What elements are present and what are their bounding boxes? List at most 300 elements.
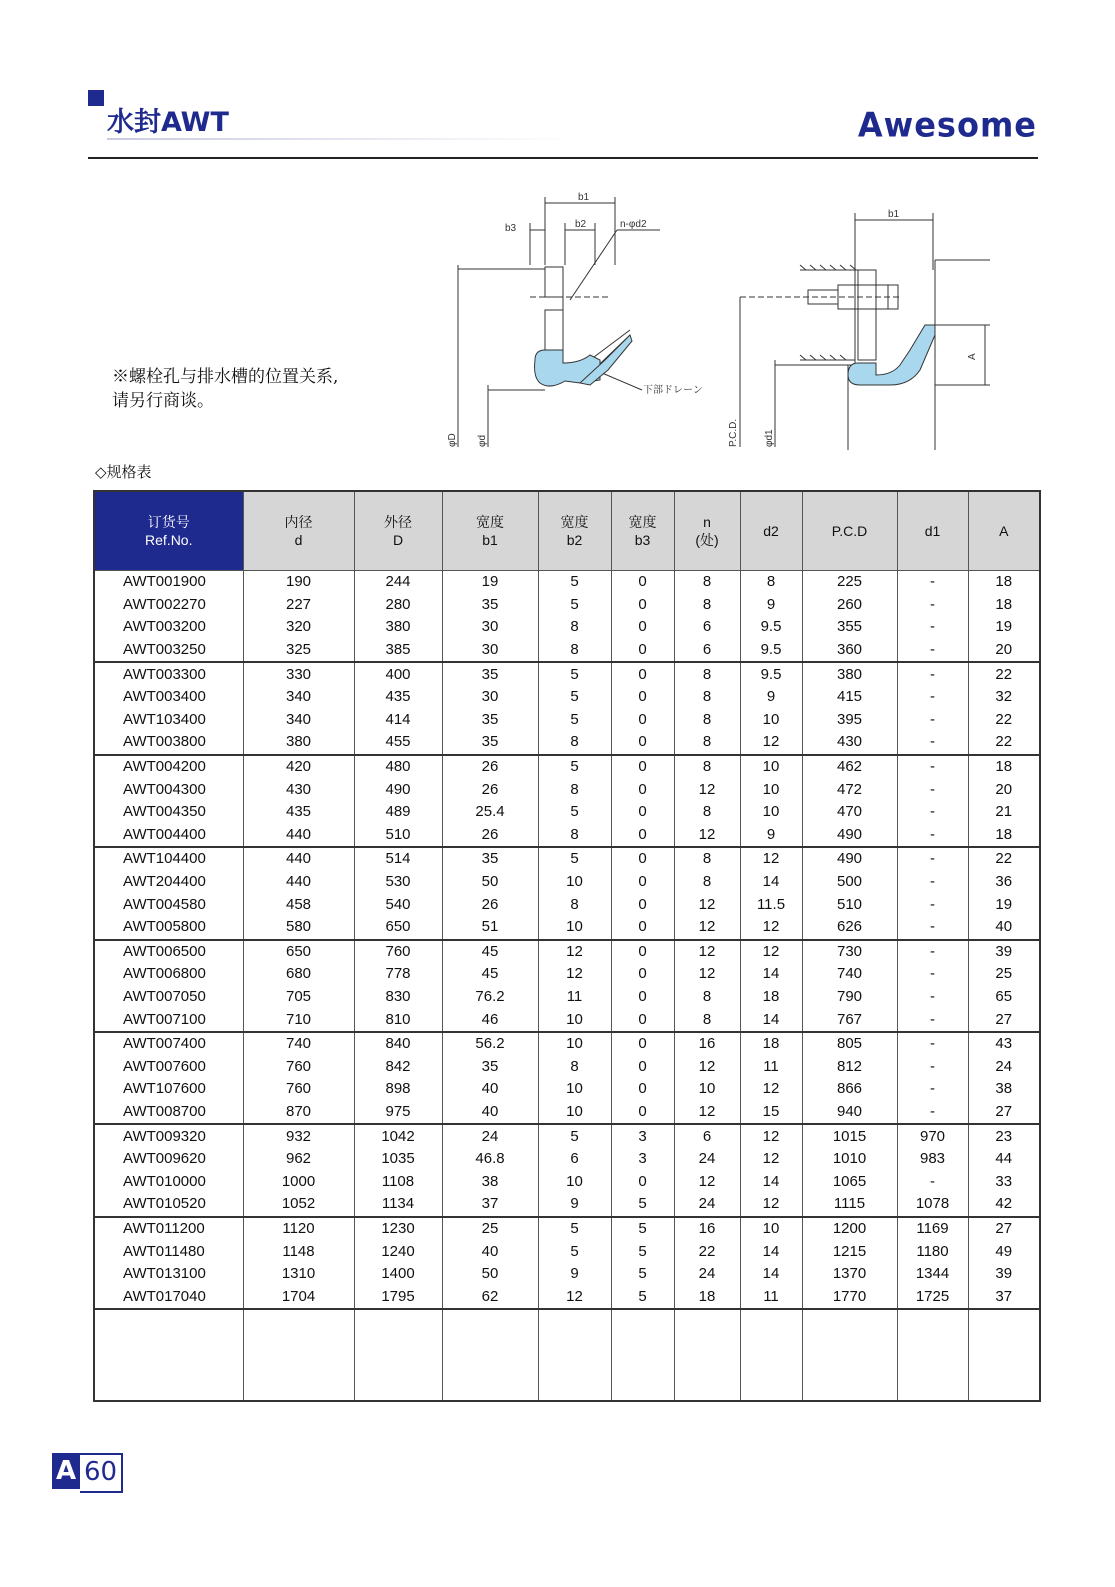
header-marker xyxy=(88,90,104,106)
cell-ref: AWT001900 xyxy=(94,571,243,594)
cell-n: 8 xyxy=(674,986,740,1009)
empty-cell xyxy=(611,1309,674,1401)
cell-b1: 25 xyxy=(442,1217,538,1241)
cell-d1: 1180 xyxy=(897,1240,968,1263)
cell-pcd: 940 xyxy=(802,1101,897,1125)
cell-pcd: 767 xyxy=(802,1008,897,1032)
cell-d2: 12 xyxy=(740,916,802,940)
cell-n: 12 xyxy=(674,824,740,848)
cell-b3: 0 xyxy=(611,662,674,686)
cell-ref: AWT003200 xyxy=(94,616,243,639)
cell-inner: 227 xyxy=(243,594,354,617)
cell-inner: 320 xyxy=(243,616,354,639)
cell-pcd: 1215 xyxy=(802,1240,897,1263)
cell-pcd: 225 xyxy=(802,571,897,594)
cell-b3: 5 xyxy=(611,1285,674,1309)
note-line-1: ※螺栓孔与排水槽的位置关系, xyxy=(112,367,339,387)
table-row xyxy=(94,1078,1040,1101)
cell-b3: 0 xyxy=(611,1055,674,1078)
label-pcd: P.C.D. xyxy=(728,418,739,447)
cell-inner: 1120 xyxy=(243,1217,354,1241)
cell-d2: 15 xyxy=(740,1101,802,1125)
cell-d2: 12 xyxy=(740,940,802,964)
cell-a: 27 xyxy=(968,1217,1040,1241)
cell-pcd: 1370 xyxy=(802,1263,897,1286)
cell-inner: 420 xyxy=(243,755,354,779)
cell-n: 12 xyxy=(674,1101,740,1125)
cell-b1: 26 xyxy=(442,824,538,848)
cell-pcd: 626 xyxy=(802,916,897,940)
cell-d2: 14 xyxy=(740,1263,802,1286)
cell-pcd: 355 xyxy=(802,616,897,639)
cell-inner: 440 xyxy=(243,824,354,848)
cell-n: 22 xyxy=(674,1240,740,1263)
cell-outer: 1134 xyxy=(354,1193,442,1217)
cell-b1: 24 xyxy=(442,1124,538,1148)
cell-a: 49 xyxy=(968,1240,1040,1263)
cell-outer: 1108 xyxy=(354,1170,442,1193)
cell-inner: 430 xyxy=(243,778,354,801)
cell-d1: - xyxy=(897,662,968,686)
cell-b1: 30 xyxy=(442,686,538,709)
cell-n: 8 xyxy=(674,662,740,686)
cell-inner: 932 xyxy=(243,1124,354,1148)
label-b3: b3 xyxy=(505,223,517,234)
cell-inner: 760 xyxy=(243,1055,354,1078)
cell-pcd: 866 xyxy=(802,1078,897,1101)
cell-b3: 5 xyxy=(611,1263,674,1286)
cell-b1: 40 xyxy=(442,1240,538,1263)
cell-a: 24 xyxy=(968,1055,1040,1078)
cell-d1: 1344 xyxy=(897,1263,968,1286)
cell-outer: 975 xyxy=(354,1101,442,1125)
cell-a: 25 xyxy=(968,963,1040,986)
table-row xyxy=(94,801,1040,824)
cell-b3: 0 xyxy=(611,986,674,1009)
cell-pcd: 380 xyxy=(802,662,897,686)
cell-d2: 14 xyxy=(740,1008,802,1032)
cell-outer: 650 xyxy=(354,916,442,940)
col-header-ref: 订货号 Ref.No. xyxy=(94,491,243,571)
cell-b3: 0 xyxy=(611,709,674,732)
spec-table xyxy=(93,490,1041,1402)
table-row xyxy=(94,963,1040,986)
cell-b3: 0 xyxy=(611,778,674,801)
cell-ref: AWT007600 xyxy=(94,1055,243,1078)
cell-a: 33 xyxy=(968,1170,1040,1193)
cell-outer: 1035 xyxy=(354,1148,442,1171)
table-row xyxy=(94,1285,1040,1309)
cell-d1: - xyxy=(897,1170,968,1193)
cell-d1: 1169 xyxy=(897,1217,968,1241)
cell-b1: 62 xyxy=(442,1285,538,1309)
cell-n: 8 xyxy=(674,847,740,871)
cell-b2: 10 xyxy=(538,916,611,940)
table-row xyxy=(94,1193,1040,1217)
label-nd2: n-φd2 xyxy=(620,219,647,230)
cell-inner: 962 xyxy=(243,1148,354,1171)
cell-b3: 0 xyxy=(611,847,674,871)
table-row xyxy=(94,639,1040,663)
cell-b1: 46.8 xyxy=(442,1148,538,1171)
cell-b2: 5 xyxy=(538,755,611,779)
empty-cell xyxy=(243,1309,354,1401)
cell-outer: 810 xyxy=(354,1008,442,1032)
cell-inner: 870 xyxy=(243,1101,354,1125)
cell-n: 12 xyxy=(674,963,740,986)
cell-outer: 489 xyxy=(354,801,442,824)
cell-d1: - xyxy=(897,986,968,1009)
cell-n: 6 xyxy=(674,1124,740,1148)
cell-outer: 760 xyxy=(354,940,442,964)
cell-b2: 5 xyxy=(538,571,611,594)
cell-ref: AWT007100 xyxy=(94,1008,243,1032)
cell-inner: 1310 xyxy=(243,1263,354,1286)
cell-outer: 530 xyxy=(354,871,442,894)
cell-outer: 455 xyxy=(354,731,442,755)
cell-outer: 280 xyxy=(354,594,442,617)
cell-b1: 51 xyxy=(442,916,538,940)
cell-pcd: 472 xyxy=(802,778,897,801)
cell-ref: AWT009320 xyxy=(94,1124,243,1148)
brand-logo: Awesome xyxy=(857,105,1037,145)
cell-b3: 0 xyxy=(611,963,674,986)
cell-pcd: 1200 xyxy=(802,1217,897,1241)
table-row xyxy=(94,1240,1040,1263)
empty-cell xyxy=(354,1309,442,1401)
cell-ref: AWT006800 xyxy=(94,963,243,986)
cell-b2: 10 xyxy=(538,1170,611,1193)
cell-n: 24 xyxy=(674,1148,740,1171)
col-header-n: n (处) xyxy=(674,491,740,571)
cell-inner: 330 xyxy=(243,662,354,686)
cell-b3: 0 xyxy=(611,616,674,639)
cell-b1: 26 xyxy=(442,755,538,779)
cell-a: 39 xyxy=(968,940,1040,964)
cell-a: 40 xyxy=(968,916,1040,940)
cell-n: 16 xyxy=(674,1032,740,1056)
cell-b1: 30 xyxy=(442,616,538,639)
cell-d1: - xyxy=(897,801,968,824)
cell-inner: 1000 xyxy=(243,1170,354,1193)
cell-pcd: 500 xyxy=(802,871,897,894)
cell-d2: 9 xyxy=(740,824,802,848)
cell-b2: 5 xyxy=(538,847,611,871)
cell-outer: 435 xyxy=(354,686,442,709)
cell-b3: 0 xyxy=(611,639,674,663)
table-row xyxy=(94,847,1040,871)
cell-pcd: 510 xyxy=(802,893,897,916)
cell-b1: 50 xyxy=(442,1263,538,1286)
cell-ref: AWT003250 xyxy=(94,639,243,663)
cell-ref: AWT003800 xyxy=(94,731,243,755)
cell-d1: - xyxy=(897,639,968,663)
cell-n: 12 xyxy=(674,1170,740,1193)
cell-ref: AWT003300 xyxy=(94,662,243,686)
cell-d2: 9.5 xyxy=(740,639,802,663)
cell-b2: 10 xyxy=(538,1101,611,1125)
cell-d1: - xyxy=(897,616,968,639)
cell-n: 8 xyxy=(674,1008,740,1032)
empty-cell xyxy=(674,1309,740,1401)
cell-a: 18 xyxy=(968,571,1040,594)
cell-a: 32 xyxy=(968,686,1040,709)
cell-outer: 1230 xyxy=(354,1217,442,1241)
cell-d2: 14 xyxy=(740,1240,802,1263)
cell-ref: AWT104400 xyxy=(94,847,243,871)
cell-d2: 8 xyxy=(740,571,802,594)
cell-b1: 19 xyxy=(442,571,538,594)
table-row xyxy=(94,594,1040,617)
cell-d2: 12 xyxy=(740,1124,802,1148)
table-row xyxy=(94,893,1040,916)
table-row xyxy=(94,1032,1040,1056)
cell-a: 42 xyxy=(968,1193,1040,1217)
empty-cell xyxy=(897,1309,968,1401)
table-row xyxy=(94,1217,1040,1241)
table-row xyxy=(94,616,1040,639)
cell-b2: 9 xyxy=(538,1193,611,1217)
cell-d2: 14 xyxy=(740,1170,802,1193)
cell-n: 6 xyxy=(674,639,740,663)
seal-diagram xyxy=(430,185,1040,455)
cell-ref: AWT010520 xyxy=(94,1193,243,1217)
cell-b2: 5 xyxy=(538,686,611,709)
cell-b3: 0 xyxy=(611,893,674,916)
cell-a: 27 xyxy=(968,1101,1040,1125)
cell-inner: 190 xyxy=(243,571,354,594)
cell-b3: 0 xyxy=(611,1008,674,1032)
cell-ref: AWT002270 xyxy=(94,594,243,617)
cell-d2: 9 xyxy=(740,594,802,617)
cell-n: 12 xyxy=(674,916,740,940)
cell-n: 8 xyxy=(674,871,740,894)
cell-pcd: 395 xyxy=(802,709,897,732)
cell-n: 8 xyxy=(674,686,740,709)
cell-b3: 3 xyxy=(611,1124,674,1148)
cell-b2: 8 xyxy=(538,778,611,801)
position-note xyxy=(112,365,338,413)
cell-n: 6 xyxy=(674,616,740,639)
cell-b1: 50 xyxy=(442,871,538,894)
cell-b2: 8 xyxy=(538,1055,611,1078)
cell-n: 10 xyxy=(674,1078,740,1101)
cell-pcd: 1010 xyxy=(802,1148,897,1171)
cell-b2: 8 xyxy=(538,639,611,663)
cell-ref: AWT107600 xyxy=(94,1078,243,1101)
cell-inner: 1704 xyxy=(243,1285,354,1309)
cell-outer: 840 xyxy=(354,1032,442,1056)
left-section-drawing xyxy=(458,197,660,447)
cell-b3: 0 xyxy=(611,871,674,894)
table-row xyxy=(94,1101,1040,1125)
cell-b3: 0 xyxy=(611,594,674,617)
cell-d1: - xyxy=(897,1078,968,1101)
col-header-inner-dia: 内径 d xyxy=(243,491,354,571)
cell-b2: 5 xyxy=(538,1240,611,1263)
cell-b2: 5 xyxy=(538,1124,611,1148)
cell-inner: 650 xyxy=(243,940,354,964)
cell-b3: 5 xyxy=(611,1193,674,1217)
cell-d1: - xyxy=(897,1008,968,1032)
cell-d2: 14 xyxy=(740,963,802,986)
cell-b2: 5 xyxy=(538,1217,611,1241)
cell-d1: - xyxy=(897,847,968,871)
table-row xyxy=(94,755,1040,779)
cell-a: 23 xyxy=(968,1124,1040,1148)
table-row xyxy=(94,940,1040,964)
cell-pcd: 260 xyxy=(802,594,897,617)
cell-b1: 37 xyxy=(442,1193,538,1217)
cell-n: 8 xyxy=(674,571,740,594)
note-line-2: 请另行商谈。 xyxy=(112,391,214,411)
cell-b1: 35 xyxy=(442,662,538,686)
cell-d1: 1078 xyxy=(897,1193,968,1217)
cell-a: 18 xyxy=(968,824,1040,848)
cell-b3: 0 xyxy=(611,571,674,594)
cell-inner: 705 xyxy=(243,986,354,1009)
cell-ref: AWT009620 xyxy=(94,1148,243,1171)
cell-pcd: 462 xyxy=(802,755,897,779)
cell-n: 8 xyxy=(674,709,740,732)
cell-pcd: 1115 xyxy=(802,1193,897,1217)
cell-inner: 740 xyxy=(243,1032,354,1056)
cell-b2: 8 xyxy=(538,616,611,639)
cell-b2: 8 xyxy=(538,824,611,848)
cell-n: 12 xyxy=(674,893,740,916)
cell-b1: 45 xyxy=(442,940,538,964)
cell-b1: 56.2 xyxy=(442,1032,538,1056)
empty-cell xyxy=(968,1309,1040,1401)
cell-d2: 11 xyxy=(740,1055,802,1078)
cell-b3: 5 xyxy=(611,1217,674,1241)
cell-pcd: 740 xyxy=(802,963,897,986)
cell-ref: AWT003400 xyxy=(94,686,243,709)
cell-n: 18 xyxy=(674,1285,740,1309)
empty-cell xyxy=(538,1309,611,1401)
cell-inner: 710 xyxy=(243,1008,354,1032)
cell-a: 22 xyxy=(968,731,1040,755)
cell-b3: 0 xyxy=(611,1170,674,1193)
cell-d2: 10 xyxy=(740,801,802,824)
cell-ref: AWT204400 xyxy=(94,871,243,894)
empty-row xyxy=(94,1309,1040,1401)
cell-ref: AWT004350 xyxy=(94,801,243,824)
cell-outer: 514 xyxy=(354,847,442,871)
cell-b1: 35 xyxy=(442,731,538,755)
cell-n: 12 xyxy=(674,1055,740,1078)
cell-b3: 0 xyxy=(611,1101,674,1125)
cell-n: 16 xyxy=(674,1217,740,1241)
cell-d2: 9.5 xyxy=(740,616,802,639)
cell-d1: - xyxy=(897,940,968,964)
cell-d2: 10 xyxy=(740,755,802,779)
table-row xyxy=(94,1263,1040,1286)
cell-ref: AWT011480 xyxy=(94,1240,243,1263)
empty-cell xyxy=(740,1309,802,1401)
col-header-outer-dia: 外径 D xyxy=(354,491,442,571)
cell-inner: 680 xyxy=(243,963,354,986)
cell-d1: - xyxy=(897,824,968,848)
cell-b2: 5 xyxy=(538,662,611,686)
cell-inner: 340 xyxy=(243,709,354,732)
cell-a: 20 xyxy=(968,778,1040,801)
cell-a: 19 xyxy=(968,616,1040,639)
cell-outer: 830 xyxy=(354,986,442,1009)
section-letter: A xyxy=(55,1456,77,1486)
cell-pcd: 490 xyxy=(802,824,897,848)
cell-ref: AWT005800 xyxy=(94,916,243,940)
cell-pcd: 730 xyxy=(802,940,897,964)
table-row xyxy=(94,1148,1040,1171)
label-d: φd xyxy=(477,434,488,447)
cell-n: 12 xyxy=(674,778,740,801)
cell-d2: 12 xyxy=(740,1193,802,1217)
cell-inner: 760 xyxy=(243,1078,354,1101)
cell-outer: 1400 xyxy=(354,1263,442,1286)
cell-d2: 18 xyxy=(740,1032,802,1056)
cell-ref: AWT004400 xyxy=(94,824,243,848)
cell-b3: 5 xyxy=(611,1240,674,1263)
cell-n: 12 xyxy=(674,940,740,964)
cell-outer: 244 xyxy=(354,571,442,594)
cell-pcd: 430 xyxy=(802,731,897,755)
cell-ref: AWT004200 xyxy=(94,755,243,779)
header-divider xyxy=(88,157,1038,159)
cell-a: 38 xyxy=(968,1078,1040,1101)
cell-ref: AWT008700 xyxy=(94,1101,243,1125)
cell-d2: 11.5 xyxy=(740,893,802,916)
cell-n: 8 xyxy=(674,731,740,755)
table-row xyxy=(94,871,1040,894)
cell-d1: - xyxy=(897,755,968,779)
table-row xyxy=(94,1055,1040,1078)
cell-b3: 0 xyxy=(611,755,674,779)
label-b1-right: b1 xyxy=(888,209,900,220)
cell-b3: 0 xyxy=(611,1078,674,1101)
col-header-b2: 宽度 b2 xyxy=(538,491,611,571)
label-A: A xyxy=(967,353,978,360)
cell-b1: 26 xyxy=(442,778,538,801)
cell-a: 22 xyxy=(968,709,1040,732)
cell-n: 8 xyxy=(674,801,740,824)
cell-d2: 10 xyxy=(740,709,802,732)
page-title: 水封AWT xyxy=(107,107,229,138)
table-row xyxy=(94,731,1040,755)
col-header-b3: 宽度 b3 xyxy=(611,491,674,571)
cell-d2: 9 xyxy=(740,686,802,709)
cell-b3: 0 xyxy=(611,801,674,824)
cell-outer: 1240 xyxy=(354,1240,442,1263)
cell-pcd: 1015 xyxy=(802,1124,897,1148)
cell-ref: AWT006500 xyxy=(94,940,243,964)
cell-pcd: 360 xyxy=(802,639,897,663)
cell-a: 20 xyxy=(968,639,1040,663)
spec-table-label: ◇规格表 xyxy=(95,463,152,481)
cell-b2: 11 xyxy=(538,986,611,1009)
cell-outer: 842 xyxy=(354,1055,442,1078)
label-b2: b2 xyxy=(575,219,587,230)
col-header-b1: 宽度 b1 xyxy=(442,491,538,571)
cell-inner: 1052 xyxy=(243,1193,354,1217)
seal-profile-right xyxy=(848,325,935,385)
title-underline xyxy=(107,138,577,140)
cell-d1: - xyxy=(897,709,968,732)
cell-b1: 30 xyxy=(442,639,538,663)
spec-table-body xyxy=(94,571,1040,1402)
cell-outer: 414 xyxy=(354,709,442,732)
cell-b3: 0 xyxy=(611,686,674,709)
